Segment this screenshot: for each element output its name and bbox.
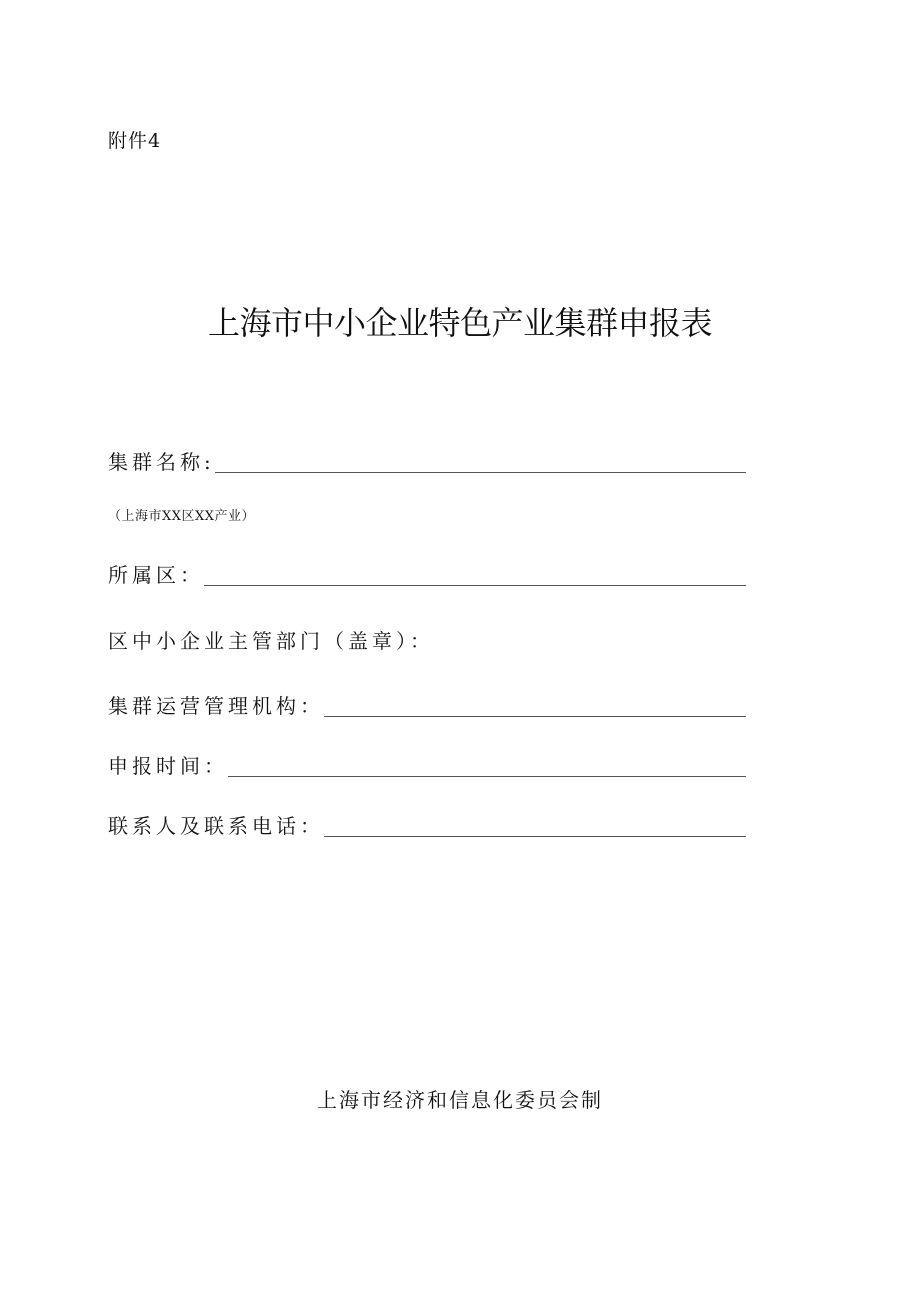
issuer-footer: 上海市经济和信息化委员会制 [317, 1088, 603, 1112]
attachment-label: 附件4 [108, 130, 162, 152]
contact-row [108, 806, 746, 840]
operator-field[interactable] [324, 715, 746, 717]
cluster-name-row [108, 442, 746, 476]
cluster-name-label: 集群名称: [108, 450, 215, 474]
district-field[interactable] [204, 584, 746, 586]
contact-label: 联系人及联系电话： [108, 814, 324, 838]
date-field[interactable] [228, 775, 746, 777]
contact-field[interactable] [324, 835, 746, 837]
department-stamp-label: 区中小企业主管部门（盖章）： [108, 629, 434, 653]
district-row [108, 555, 746, 589]
district-label: 所属区： [108, 563, 204, 587]
date-label: 申报时间： [108, 754, 228, 778]
date-row [108, 746, 746, 780]
operator-row [108, 686, 746, 720]
operator-label: 集群运营管理机构： [108, 694, 324, 718]
page-title: 上海市中小企业特色产业集群申报表 [207, 304, 712, 342]
cluster-name-field[interactable] [215, 471, 746, 473]
cluster-name-hint: （上海市XX区XX产业） [108, 509, 256, 524]
